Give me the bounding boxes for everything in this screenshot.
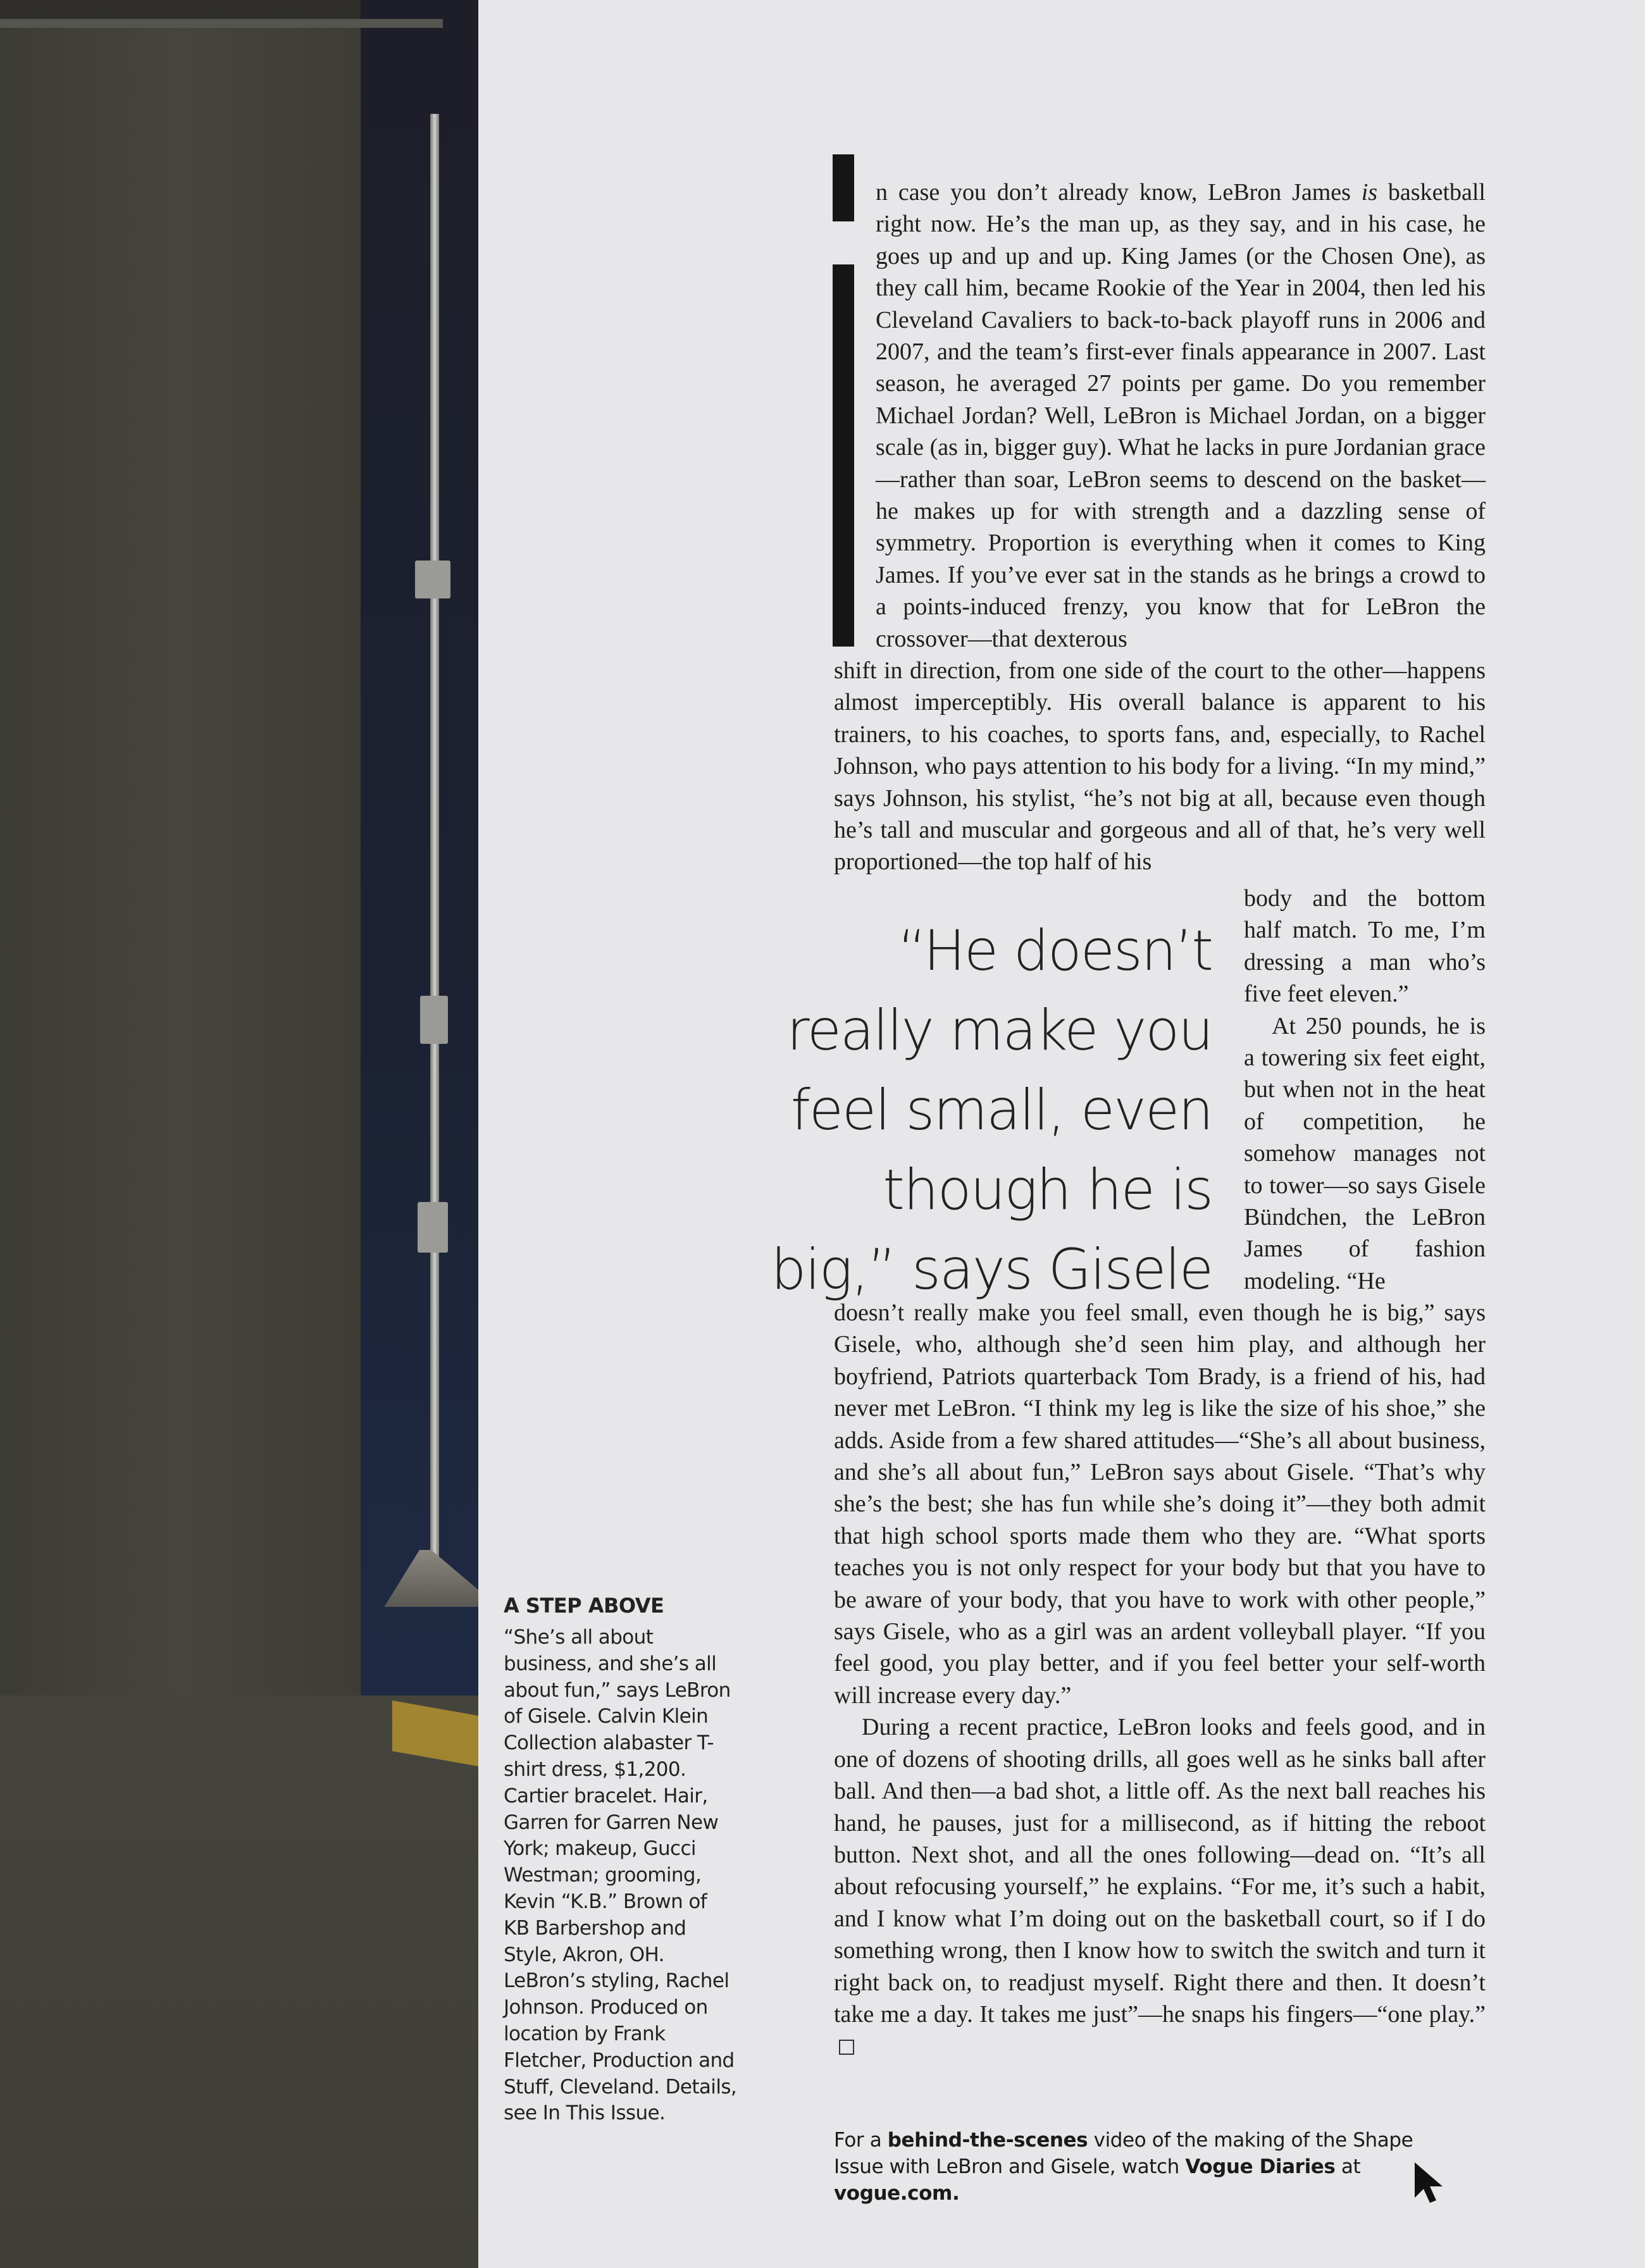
caption-body: “She’s all about business, and she’s all about fun,” says LeBron of Gisele. Calvin Klein Collection alabaster T-shirt dress, $1,200. Cartier bracelet. Hair, Garren for Garren New York; makeup, Gucci Westman; grooming, Kevin “K.B.” Brown of KB Barbershop and Style, Akron, OH. LeBron’s styling, Rachel Johnson. Produced on location by Frank Fletcher, Production and Stuff, Cleveland. Details, see In This Issue.	[504, 1626, 737, 2125]
photo-light-rig	[0, 19, 443, 28]
photo-floor	[0, 1695, 478, 2268]
studio-photo	[0, 0, 478, 2268]
photo-caption	[504, 1592, 738, 2127]
caption-heading: A STEP ABOVE	[504, 1594, 664, 1618]
article-paragraph-1: shift in direction, from one side of the court to the other—happens almost imperceptibly. His overall balance is apparent to his trainers, to his coaches, to sports fans, and, especially, to Rachel Johnson, who pays attention to his body for a living. “In my mind,” says Johnson, his stylist, “he’s not big at all, because even though he’s tall and muscular and gorgeous and all of that, he’s very well proportioned—the top half of his	[834, 657, 1486, 876]
article-paragraph-2-start: At 250 pounds, he is a towering six feet eight, but when not in the heat of competition, he somehow manages not to tower—so says Gisele Bündchen, the LeBron James of fashion modeling. “He	[1244, 1012, 1486, 1294]
light-stand-clamp	[418, 1202, 448, 1253]
footer-note: For a behind-the-scenes video of the making of the Shape Issue with LeBron and Gisele, watch Vogue Diaries at vogue.com.	[834, 2129, 1413, 2205]
light-stand-pole	[430, 114, 439, 1601]
end-mark-icon	[839, 2040, 854, 2055]
cursor-arrow-icon	[1412, 2160, 1448, 2205]
light-stand-clamp	[420, 996, 448, 1044]
footer-link-behind-the-scenes[interactable]: behind-the-scenes	[887, 2129, 1088, 2152]
article-paragraph-1-end: body and the bottom half match. To me, I’m dressing a man who’s five feet eleven.”	[1244, 885, 1486, 1008]
article-paragraph-2: doesn’t really make you feel small, even though he is big,” says Gisele, who, although she’d seen him play, and although her boyfriend, Patriots quarterback Tom Brady, is a friend of his, had never met LeBron. “I think my leg is like the size of his shoe,” she adds. Aside from a few shared attitudes—“She’s all about business, and she’s all about fun,” LeBron says about Gisele. “That’s why she’s the best; she has fun while she’s doing it”—they both admit that high school sports made them who they are. “What sports teaches you is not only respect for your body but that you have to be aware of your body, that you have to work with other people,” says Gisele, who as a girl was an ardent volleyball player. “If you feel good, you play better, and if you feel better your self-worth will increase every day.”	[834, 1299, 1486, 1709]
article-paragraph-1-head: n case you don’t already know, LeBron James is basketball right now. He’s the man up, as they say, and in his case, he goes up and up and up. King James (or the Chosen One), as they call him, became Rookie of the Year in 2004, then led his Cleveland Cavaliers to back-to-back playoff runs in 2006 and 2007, and the team’s first-ever finals appearance in 2007. Last season, he averaged 27 points per game. Do you remember Michael Jordan? Well, LeBron is Michael Jordan, on a bigger scale (as in, bigger guy). What he lacks in pure Jordanian grace—rather than soar, LeBron seems to descend on the basket—he makes up for with strength and a dazzling sense of symmetry. Proportion is everything when it comes to King James. If you’ve ever sat in the stands as he brings a crowd to a points-induced frenzy, you know that for LeBron the crossover—that dexterous	[876, 179, 1486, 652]
footer-link-vogue-com[interactable]: vogue.com.	[834, 2182, 960, 2205]
drop-cap-gap	[833, 221, 854, 264]
article-col-full	[834, 655, 1486, 878]
footer-link-vogue-diaries[interactable]: Vogue Diaries	[1185, 2155, 1336, 2178]
article-col-intro	[876, 177, 1486, 655]
photo-backdrop	[0, 25, 361, 1695]
article-col-lower	[834, 1297, 1486, 2062]
photo-dark-wall	[361, 0, 478, 1695]
article-col-narrow	[1244, 883, 1486, 1297]
light-stand-clamp	[415, 561, 450, 598]
article-paragraph-3: During a recent practice, LeBron looks and feels good, and in one of dozens of shooting drills, all goes well as he sinks ball after ball. And then—a bad shot, a little off. As the next ball reaches his hand, he pauses, just for a millisecond, as if hitting the reboot button. Next shot, and all the ones following—dead on. “It’s all about refocusing yourself,” he explains. “For me, it’s such a habit, and I know what I’m doing out on the basketball court, so if I do something wrong, then I know how to switch the switch and turn it right back on, to readjust myself. Right there and then. It doesn’t take me a day. It takes me just”—he snaps his fingers—“one play.”	[834, 1711, 1486, 2062]
pull-quote: “He doesn’t really make you feel small, even though he is big,” says Gisele	[771, 918, 1212, 1302]
